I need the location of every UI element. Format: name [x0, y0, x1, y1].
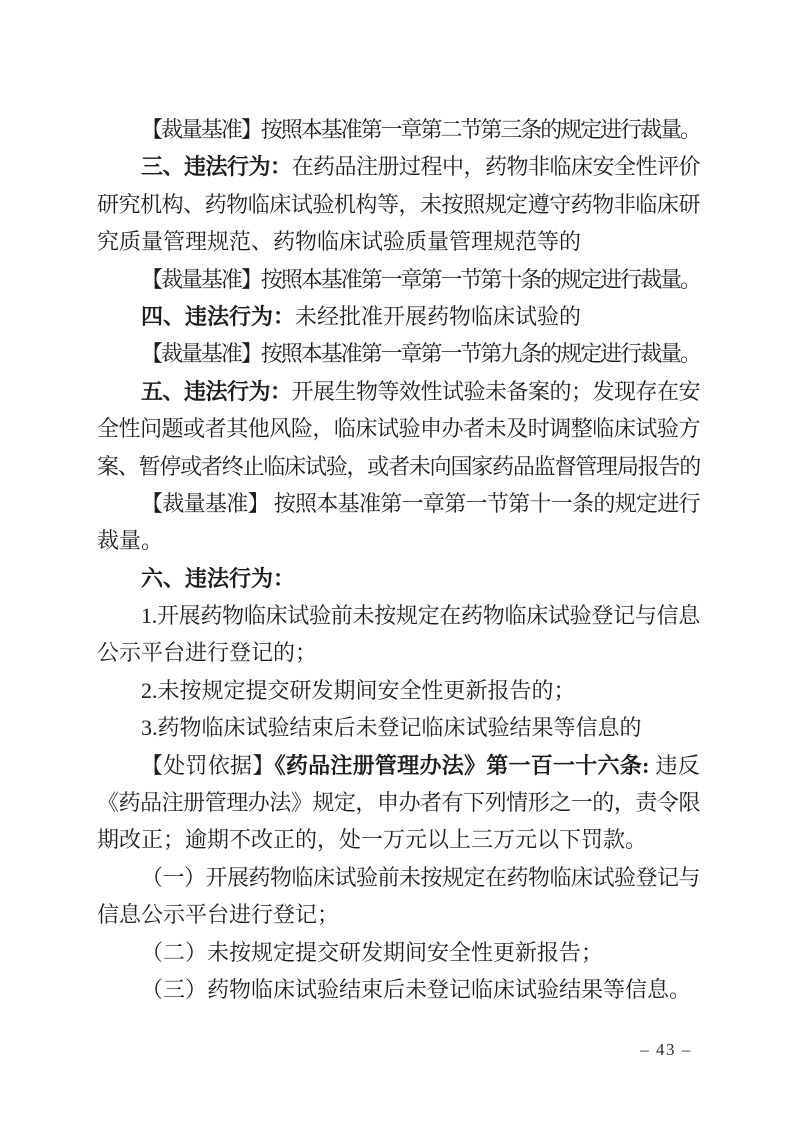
body-text-segment: 3.药物临床试验结束后未登记临床试验结果等信息的	[141, 715, 642, 741]
body-text-segment: 违反	[649, 752, 700, 778]
page-number: – 43 –	[640, 1040, 692, 1059]
text-line	[97, 298, 700, 335]
body-text-segment: 【处罚依据】	[141, 752, 275, 778]
text-line	[97, 709, 700, 746]
body-text-segment: 《药品注册管理办法》规定，申办者有下列情形之一的，责令限	[97, 790, 700, 816]
text-line	[97, 971, 700, 1008]
text-line	[97, 634, 700, 671]
text-line	[97, 597, 700, 634]
body-text-segment: 裁量。	[97, 528, 164, 554]
text-line	[97, 111, 700, 148]
body-text-segment: 1.开展药物临床试验前未按规定在药物临床试验登记与信息	[141, 603, 700, 629]
text-line	[97, 485, 700, 522]
violation-heading-segment: 四、违法行为：	[141, 303, 296, 329]
text-line	[97, 410, 700, 447]
document-body	[97, 111, 700, 1008]
body-text-segment: 【裁量基准】 按照本基准第一章第一节第十一条的规定进行	[141, 490, 700, 516]
body-text-segment: （二）未按规定提交研发期间安全性更新报告；	[141, 939, 604, 965]
body-text-segment: 全性问题或者其他风险，临床试验申办者未及时调整临床试验方	[97, 416, 700, 442]
body-text-segment: 【裁量基准】按照本基准第一章第一节第十条的规定进行裁量。	[141, 266, 700, 292]
body-text-segment: 研究机构、药物临床试验机构等，未按照规定遵守药物非临床研	[97, 191, 700, 217]
body-text-segment: 【裁量基准】按照本基准第一章第二节第三条的规定进行裁量。	[141, 117, 700, 142]
body-text-segment: 信息公示平台进行登记；	[97, 902, 340, 928]
text-line	[97, 522, 700, 559]
body-text-segment: 【裁量基准】按照本基准第一章第一节第九条的规定进行裁量。	[141, 341, 700, 367]
text-line	[97, 934, 700, 971]
body-text-segment: 期改正；逾期不改正的，处一万元以上三万元以下罚款。	[97, 827, 648, 853]
text-line	[97, 784, 700, 821]
body-text-segment: （一）开展药物临床试验前未按规定在药物临床试验登记与	[141, 864, 700, 890]
text-line	[97, 747, 700, 784]
text-line	[97, 672, 700, 709]
violation-heading-segment: 六、违法行为：	[141, 565, 296, 591]
text-line	[97, 448, 700, 485]
body-text-segment: 案、暂停或者终止临床试验，或者未向国家药品监督管理局报告的	[97, 453, 700, 479]
text-line	[97, 186, 700, 223]
text-line	[97, 223, 700, 260]
text-line	[97, 261, 700, 298]
law-citation-segment: 《药品注册管理办法》第一百一十六条:	[274, 752, 650, 778]
body-text-segment: 2.未按规定提交研发期间安全性更新报告的；	[141, 677, 576, 703]
text-line	[97, 148, 700, 185]
violation-heading-segment: 三、违法行为：	[141, 154, 292, 180]
text-line	[97, 335, 700, 372]
body-text-segment: 公示平台进行登记的；	[97, 640, 318, 666]
body-text-segment: 究质量管理规范、药物临床试验质量管理规范等的	[97, 229, 582, 255]
text-line	[97, 373, 700, 410]
body-text-segment: 未经批准开展药物临床试验的	[295, 303, 582, 329]
text-line	[97, 821, 700, 858]
text-line	[97, 896, 700, 933]
body-text-segment: （三）药物临床试验结束后未登记临床试验结果等信息。	[141, 976, 692, 1002]
body-text-segment: 开展生物等效性试验未备案的；发现存在安	[291, 378, 700, 404]
text-line	[97, 560, 700, 597]
text-line	[97, 859, 700, 896]
body-text-segment: 在药品注册过程中，药物非临床安全性评价	[291, 154, 700, 180]
violation-heading-segment: 五、违法行为：	[141, 378, 292, 404]
